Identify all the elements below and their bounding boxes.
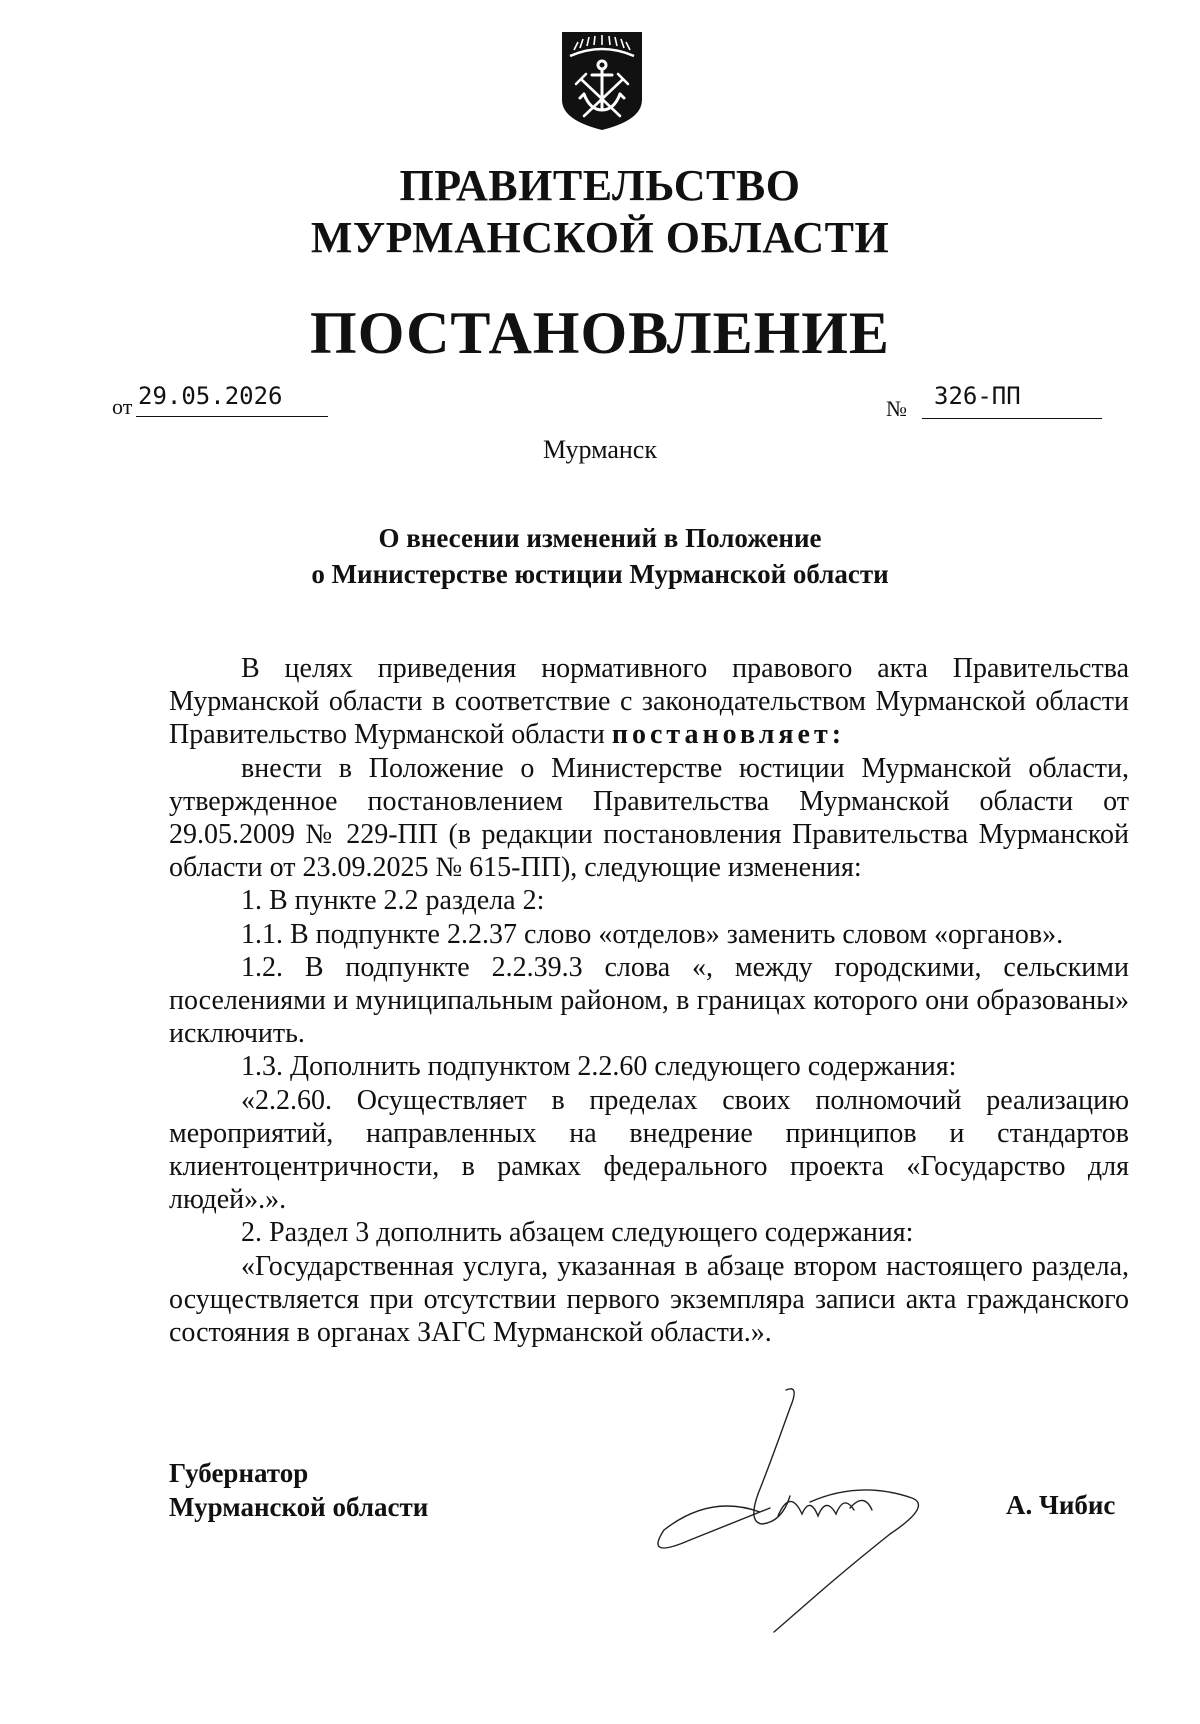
body-paragraph: 1.3. Дополнить подпунктом 2.2.60 следующего содержания: [241,1051,957,1083]
date-field [112,380,328,420]
body-paragraph-preamble [169,652,1129,752]
number-underline [922,418,1102,419]
government-title-line2: МУРМАНСКОЙ ОБЛАСТИ [310,213,890,262]
coat-of-arms-icon [560,30,644,132]
signatory-position-line2: Мурманской области [169,1492,429,1522]
signatory-position-line1: Губернатор [169,1458,309,1488]
resolves-keyword: постановляет: [611,719,846,751]
government-title-line1: ПРАВИТЕЛЬСТВО [399,161,801,210]
signatory-position [169,1456,428,1524]
body-paragraph: 1. В пункте 2.2 раздела 2: [241,885,545,917]
number-prefix: № [886,396,907,421]
signatory-name: А. Чибис [1006,1490,1116,1520]
number-value: 326-ПП [934,382,1021,410]
date-value: 29.05.2026 [138,382,283,410]
date-prefix: от [112,394,133,419]
document-body [169,652,1129,1349]
subject-line2: о Министерстве юстиции Мурманской области [311,559,889,589]
body-paragraph: 1.2. В подпункте 2.2.39.3 слова «, между городскими, сельскими поселениями и муниципальным районом, в границах которого они образованы» исключить. [169,951,1129,1050]
document-kind-title: ПОСТАНОВЛЕНИЕ [310,300,890,366]
body-paragraph: «Государственная услуга, указанная в абзаце втором настоящего раздела, осуществляется при отсутствии первого экземпляра записи акта гражданского состояния в органах ЗАГС Мурманской области.». [169,1250,1129,1349]
body-paragraph: внести в Положение о Министерстве юстиции Мурманской области, утвержденное постановлением Правительства Мурманской области от 29.05.2009 № 229-ПП (в редакции постановления Правительства Мурманской области от 23.09.2025 № 615-ПП), следующие изменения: [169,752,1129,884]
city-name: Мурманск [543,435,657,464]
subject-line1: О внесении изменений в Положение [378,523,822,553]
handwritten-signature [650,1384,940,1634]
document-subject [0,520,1200,592]
date-underline [136,416,328,417]
body-paragraph: 2. Раздел 3 дополнить абзацем следующего содержания: [241,1217,914,1249]
body-paragraph: «2.2.60. Осуществляет в пределах своих полномочий реализацию мероприятий, направленных на внедрение принципов и стандартов клиентоцентричности, в рамках федерального проекта «Государство для людей».». [169,1084,1129,1216]
body-paragraph: 1.1. В подпункте 2.2.37 слово «отделов» заменить словом «органов». [241,918,1064,950]
number-field [886,382,1102,422]
preamble-text: В целях приведения нормативного правового акта Правительства Мурманской области в соответствие с законодательством Мурманской области Правительство Мурманской области [169,653,1129,751]
